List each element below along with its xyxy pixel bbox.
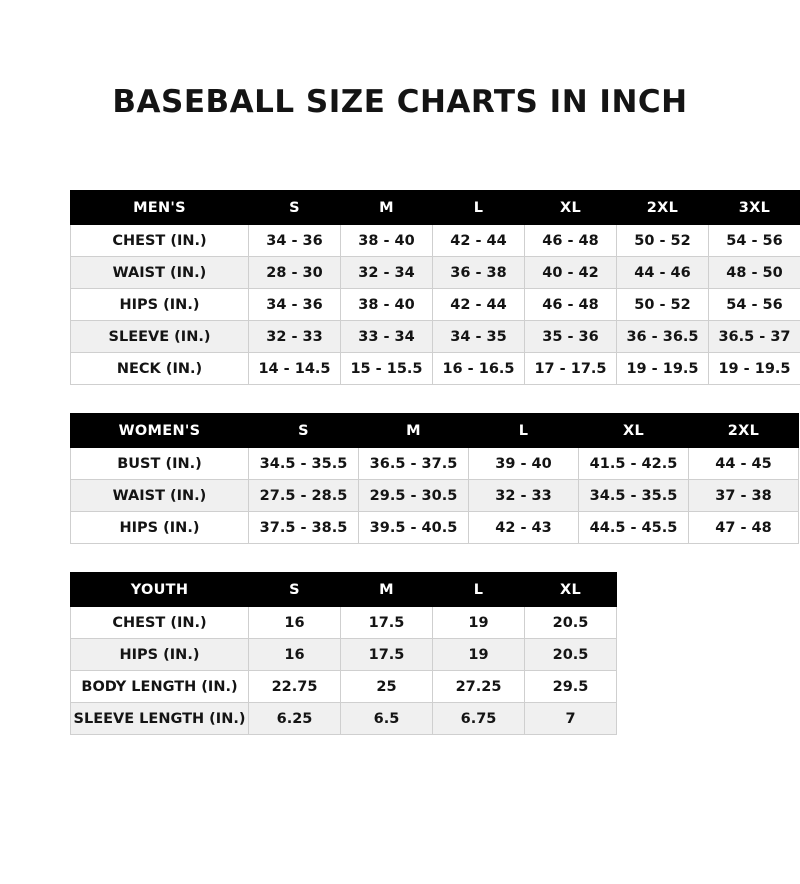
column-header: XL bbox=[525, 191, 617, 225]
table-cell: 42 - 44 bbox=[433, 225, 525, 257]
table-cell: 28 - 30 bbox=[249, 257, 341, 289]
column-header: M bbox=[341, 191, 433, 225]
table-cell: 36 - 36.5 bbox=[617, 321, 709, 353]
table-header-row bbox=[71, 573, 617, 607]
column-header: L bbox=[433, 573, 525, 607]
column-header: M bbox=[359, 414, 469, 448]
table-row bbox=[71, 512, 799, 544]
table-cell: 34 - 35 bbox=[433, 321, 525, 353]
table-cell: 50 - 52 bbox=[617, 225, 709, 257]
table-cell: 34 - 36 bbox=[249, 289, 341, 321]
table-cell: 54 - 56 bbox=[709, 225, 800, 257]
table-cell: 29.5 - 30.5 bbox=[359, 480, 469, 512]
table-cell: 16 bbox=[249, 639, 341, 671]
row-label: HIPS (IN.) bbox=[71, 512, 249, 544]
column-header: 2XL bbox=[689, 414, 799, 448]
youth-size-table bbox=[70, 572, 617, 735]
table-cell: 37 - 38 bbox=[689, 480, 799, 512]
table-cell: 19 bbox=[433, 607, 525, 639]
column-header: XL bbox=[579, 414, 689, 448]
table-cell: 38 - 40 bbox=[341, 289, 433, 321]
row-label: BUST (IN.) bbox=[71, 448, 249, 480]
table-cell: 17 - 17.5 bbox=[525, 353, 617, 385]
table-cell: 6.75 bbox=[433, 703, 525, 735]
column-header: 3XL bbox=[709, 191, 800, 225]
table-cell: 16 bbox=[249, 607, 341, 639]
column-header: S bbox=[249, 191, 341, 225]
table-row bbox=[71, 671, 617, 703]
table-cell: 46 - 48 bbox=[525, 225, 617, 257]
table-cell: 40 - 42 bbox=[525, 257, 617, 289]
table-cell: 19 - 19.5 bbox=[617, 353, 709, 385]
table-cell: 20.5 bbox=[525, 639, 617, 671]
column-header: M bbox=[341, 573, 433, 607]
page-title: BASEBALL SIZE CHARTS IN INCH bbox=[35, 84, 765, 120]
table-cell: 19 - 19.5 bbox=[709, 353, 800, 385]
table-cell: 42 - 43 bbox=[469, 512, 579, 544]
table-cell: 7 bbox=[525, 703, 617, 735]
table-cell: 19 bbox=[433, 639, 525, 671]
column-header: WOMEN'S bbox=[71, 414, 249, 448]
table-row bbox=[71, 639, 617, 671]
table-cell: 29.5 bbox=[525, 671, 617, 703]
table-cell: 46 - 48 bbox=[525, 289, 617, 321]
column-header: MEN'S bbox=[71, 191, 249, 225]
table-cell: 35 - 36 bbox=[525, 321, 617, 353]
row-label: WAIST (IN.) bbox=[71, 257, 249, 289]
table-cell: 20.5 bbox=[525, 607, 617, 639]
row-label: WAIST (IN.) bbox=[71, 480, 249, 512]
table-cell: 6.5 bbox=[341, 703, 433, 735]
table-row bbox=[71, 353, 800, 385]
table-cell: 34.5 - 35.5 bbox=[249, 448, 359, 480]
table-cell: 22.75 bbox=[249, 671, 341, 703]
table-cell: 44 - 45 bbox=[689, 448, 799, 480]
table-cell: 36.5 - 37 bbox=[709, 321, 800, 353]
row-label: CHEST (IN.) bbox=[71, 607, 249, 639]
row-label: SLEEVE LENGTH (IN.) bbox=[71, 703, 249, 735]
table-row bbox=[71, 257, 800, 289]
table-cell: 37.5 - 38.5 bbox=[249, 512, 359, 544]
table-cell: 15 - 15.5 bbox=[341, 353, 433, 385]
column-header: YOUTH bbox=[71, 573, 249, 607]
column-header: S bbox=[249, 573, 341, 607]
table-cell: 25 bbox=[341, 671, 433, 703]
table-row bbox=[71, 225, 800, 257]
table-row bbox=[71, 321, 800, 353]
column-header: L bbox=[469, 414, 579, 448]
row-label: HIPS (IN.) bbox=[71, 639, 249, 671]
table-cell: 34 - 36 bbox=[249, 225, 341, 257]
table-cell: 38 - 40 bbox=[341, 225, 433, 257]
table-cell: 50 - 52 bbox=[617, 289, 709, 321]
table-cell: 32 - 33 bbox=[249, 321, 341, 353]
row-label: BODY LENGTH (IN.) bbox=[71, 671, 249, 703]
table-row bbox=[71, 480, 799, 512]
row-label: NECK (IN.) bbox=[71, 353, 249, 385]
table-cell: 47 - 48 bbox=[689, 512, 799, 544]
table-cell: 39.5 - 40.5 bbox=[359, 512, 469, 544]
table-row bbox=[71, 289, 800, 321]
row-label: CHEST (IN.) bbox=[71, 225, 249, 257]
row-label: HIPS (IN.) bbox=[71, 289, 249, 321]
table-cell: 36.5 - 37.5 bbox=[359, 448, 469, 480]
table-cell: 14 - 14.5 bbox=[249, 353, 341, 385]
column-header: 2XL bbox=[617, 191, 709, 225]
table-cell: 16 - 16.5 bbox=[433, 353, 525, 385]
table-cell: 27.25 bbox=[433, 671, 525, 703]
row-label: SLEEVE (IN.) bbox=[71, 321, 249, 353]
table-cell: 44 - 46 bbox=[617, 257, 709, 289]
mens-size-table bbox=[70, 190, 800, 385]
table-cell: 32 - 33 bbox=[469, 480, 579, 512]
table-header-row bbox=[71, 191, 800, 225]
table-row bbox=[71, 703, 617, 735]
table-cell: 54 - 56 bbox=[709, 289, 800, 321]
table-row bbox=[71, 448, 799, 480]
table-cell: 34.5 - 35.5 bbox=[579, 480, 689, 512]
size-chart-page bbox=[0, 84, 800, 884]
womens-size-table bbox=[70, 413, 799, 544]
table-header-row bbox=[71, 414, 799, 448]
column-header: XL bbox=[525, 573, 617, 607]
table-cell: 6.25 bbox=[249, 703, 341, 735]
table-cell: 39 - 40 bbox=[469, 448, 579, 480]
table-cell: 17.5 bbox=[341, 639, 433, 671]
table-cell: 27.5 - 28.5 bbox=[249, 480, 359, 512]
table-cell: 32 - 34 bbox=[341, 257, 433, 289]
column-header: L bbox=[433, 191, 525, 225]
table-row bbox=[71, 607, 617, 639]
table-cell: 41.5 - 42.5 bbox=[579, 448, 689, 480]
column-header: S bbox=[249, 414, 359, 448]
table-cell: 42 - 44 bbox=[433, 289, 525, 321]
table-cell: 33 - 34 bbox=[341, 321, 433, 353]
table-cell: 48 - 50 bbox=[709, 257, 800, 289]
table-cell: 17.5 bbox=[341, 607, 433, 639]
table-cell: 44.5 - 45.5 bbox=[579, 512, 689, 544]
table-cell: 36 - 38 bbox=[433, 257, 525, 289]
